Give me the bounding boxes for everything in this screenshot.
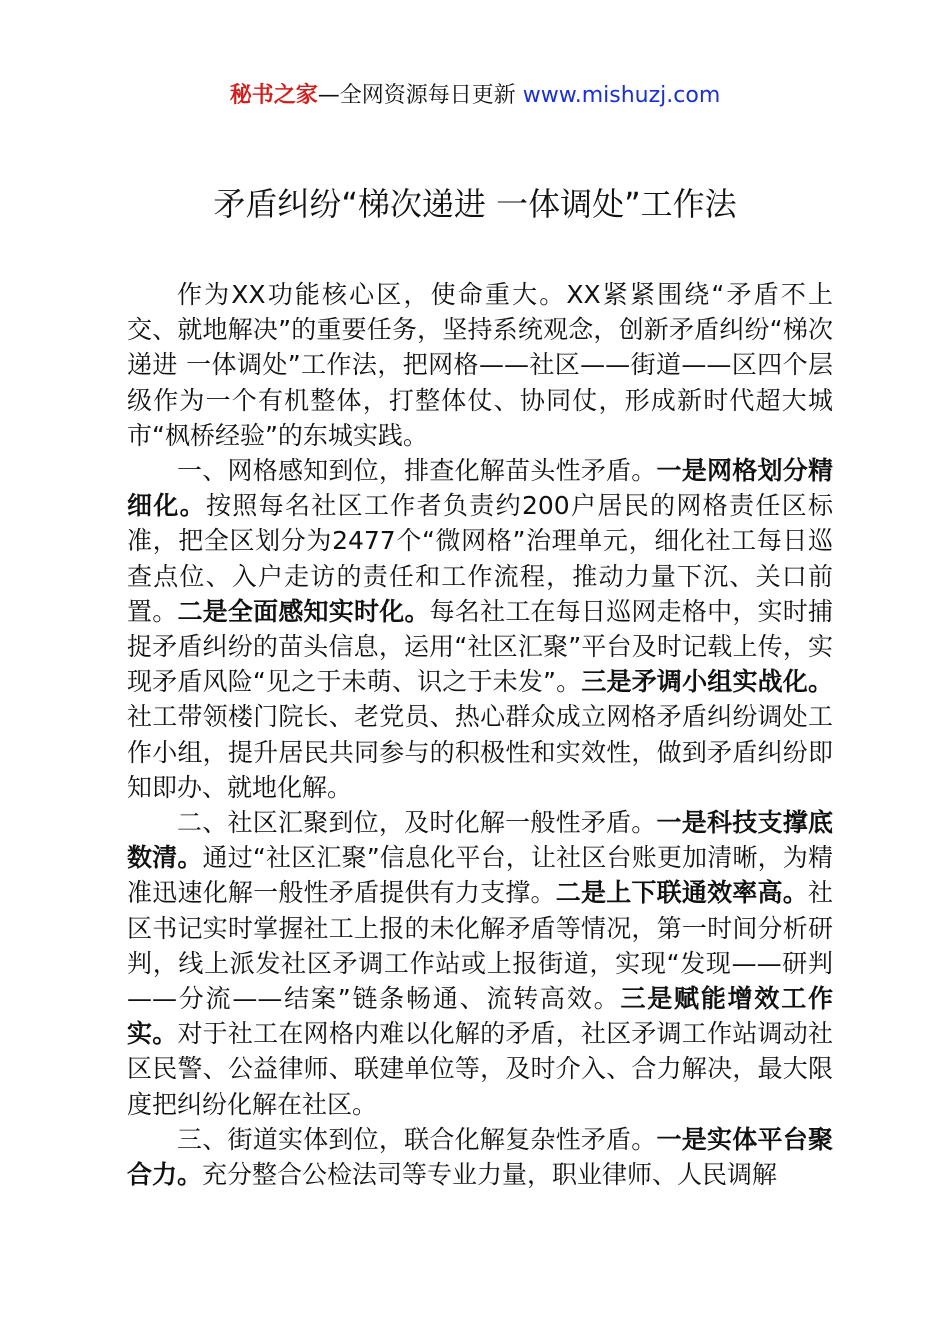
point-heading: 二是全面感知实时化。 [177, 596, 430, 626]
point-heading: 一是科技支撑底数清。 [127, 808, 833, 873]
paragraph-text: 社工带领楼门院长、老党员、热心群众成立网格矛盾纠纷调处工作小组，提升居民共同参与的积极性和实效性，做到矛盾纠纷即知即办、就地化解。 [127, 702, 833, 802]
section-one-paragraph [127, 453, 833, 805]
point-heading: 一是实体平台聚合力。 [127, 1124, 833, 1190]
site-tagline: —全网资源每日更新 [317, 83, 523, 108]
section-three-paragraph [127, 1122, 833, 1192]
section-heading: 一、网格感知到位，排查化解苗头性矛盾。 [177, 456, 657, 486]
site-brand: 秘书之家 [229, 83, 318, 108]
point-heading: 二是上下联通效率高。 [555, 878, 808, 908]
document-title: 矛盾纠纷“梯次递进 一体调处”工作法 [213, 185, 737, 223]
document-body [127, 277, 833, 1192]
paragraph-text: 按照每名社区工作者负责约200户居民的网格责任区标准，把全区划分为2477个“微网格”治理单元，细化社工每日巡查点位、入户走访的责任和工作流程，推动力量下沉、关口前置。 [127, 491, 833, 626]
site-url-link[interactable]: www.mishuzj.com [522, 83, 721, 108]
paragraph-text: 对于社工在网格内难以化解的矛盾，社区矛调工作站调动社区民警、公益律师、联建单位等，及时介入、合力解决，最大限度把纠纷化解在社区。 [127, 1019, 833, 1119]
paragraph-text: 每名社工在每日巡网走格中，实时捕捉矛盾纠纷的苗头信息，运用“社区汇聚”平台及时记载上传，实现矛盾风险“见之于未萌、识之于未发”。 [127, 596, 833, 697]
intro-paragraph [127, 277, 833, 453]
site-header [0, 80, 950, 112]
point-heading: 三是矛调小组实战化。 [581, 667, 833, 697]
section-heading: 二、社区汇聚到位，及时化解一般性矛盾。 [177, 808, 657, 838]
point-heading: 一是网格划分精细化。 [127, 456, 833, 521]
paragraph-text: 社区书记实时掌握社工上报的未化解矛盾等情况，第一时间分析研判，线上派发社区矛调工作站或上报街道，实现“发现——研判——分流——结案”链条畅通、流转高效。 [127, 878, 833, 1014]
paragraph-text: 充分整合公检法司等专业力量，职业律师、人民调解 [202, 1160, 778, 1190]
section-heading: 三、街道实体到位，联合化解复杂性矛盾。 [177, 1124, 657, 1154]
paragraph-text: 通过“社区汇聚”信息化平台，让社区台账更加清晰，为精准迅速化解一般性矛盾提供有力支撑。 [127, 843, 833, 908]
paragraph-text: 作为XX功能核心区，使命重大。XX紧紧围绕“矛盾不上交、就地解决”的重要任务，坚持系统观念，创新矛盾纠纷“梯次递进 一体调处”工作法，把网格——社区——街道——区四个层级作为一个有机整体，打整体仗、协同仗，形成新时代超大城市“枫桥经验”的东城实践。 [127, 280, 833, 450]
section-two-paragraph [127, 805, 833, 1122]
point-heading: 三是赋能增效工作实。 [127, 984, 833, 1049]
